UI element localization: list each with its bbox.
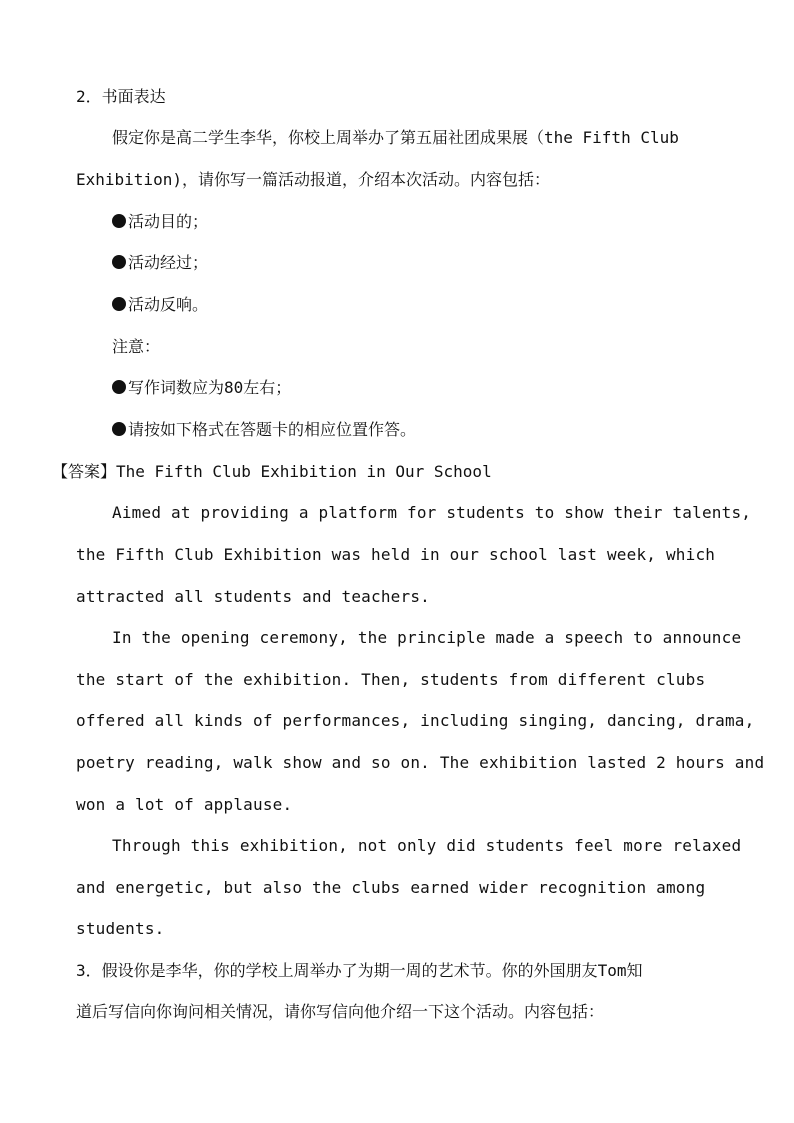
bullet-icon bbox=[112, 214, 126, 228]
note-item-format bbox=[112, 419, 416, 441]
bullet-icon bbox=[112, 380, 126, 394]
note-item-word-count bbox=[112, 377, 291, 399]
answer-line-5: the start of the exhibition. Then, students from different clubs bbox=[76, 670, 706, 689]
answer-line-2: the Fifth Club Exhibition was held in our school last week, which bbox=[76, 545, 716, 564]
point-item-process bbox=[112, 252, 208, 274]
point-item-purpose bbox=[112, 211, 208, 233]
section3-line2: 道后写信向你询问相关情况，请你写信向他介绍一下这个活动。内容包括： bbox=[76, 1002, 605, 1021]
answer-line-6: offered all kinds of performances, including singing, dancing, drama, bbox=[76, 711, 755, 730]
section2-prompt-line1: 假定你是高二学生李华，你校上周举办了第五届社团成果展（the Fifth Club bbox=[112, 128, 679, 147]
point-text: 活动目的； bbox=[128, 212, 209, 231]
point-text: 活动反响。 bbox=[128, 295, 209, 314]
answer-line-9: Through this exhibition, not only did students feel more relaxed bbox=[112, 836, 742, 855]
point-item-response bbox=[112, 294, 208, 316]
answer-line-10: and energetic, but also the clubs earned wider recognition among bbox=[76, 878, 706, 897]
answer-line-3: attracted all students and teachers. bbox=[76, 587, 430, 606]
answer-line-7: poetry reading, walk show and so on. The exhibition lasted 2 hours and bbox=[76, 753, 765, 772]
answer-title-line bbox=[52, 461, 492, 483]
section2-heading: 2．书面表达 bbox=[76, 87, 166, 106]
answer-line-4: In the opening ceremony, the principle made a speech to announce bbox=[112, 628, 742, 647]
bullet-icon bbox=[112, 255, 126, 269]
bullet-icon bbox=[112, 422, 126, 436]
note-label: 注意： bbox=[112, 337, 161, 356]
note-text: 写作词数应为80左右； bbox=[128, 378, 292, 397]
bullet-icon bbox=[112, 297, 126, 311]
answer-tag: 【答案】 bbox=[52, 462, 117, 481]
section3-line1: 3．假设你是李华，你的学校上周举办了为期一周的艺术节。你的外国朋友Tom知 bbox=[76, 961, 643, 980]
answer-title: The Fifth Club Exhibition in Our School bbox=[116, 462, 492, 481]
answer-line-1: Aimed at providing a platform for students to show their talents, bbox=[112, 503, 752, 522]
answer-line-8: won a lot of applause. bbox=[76, 795, 293, 814]
section2-prompt-line2: Exhibition)，请你写一篇活动报道，介绍本次活动。内容包括： bbox=[76, 170, 550, 189]
point-text: 活动经过； bbox=[128, 253, 209, 272]
answer-line-11: students. bbox=[76, 919, 165, 938]
note-text: 请按如下格式在答题卡的相应位置作答。 bbox=[128, 420, 417, 439]
